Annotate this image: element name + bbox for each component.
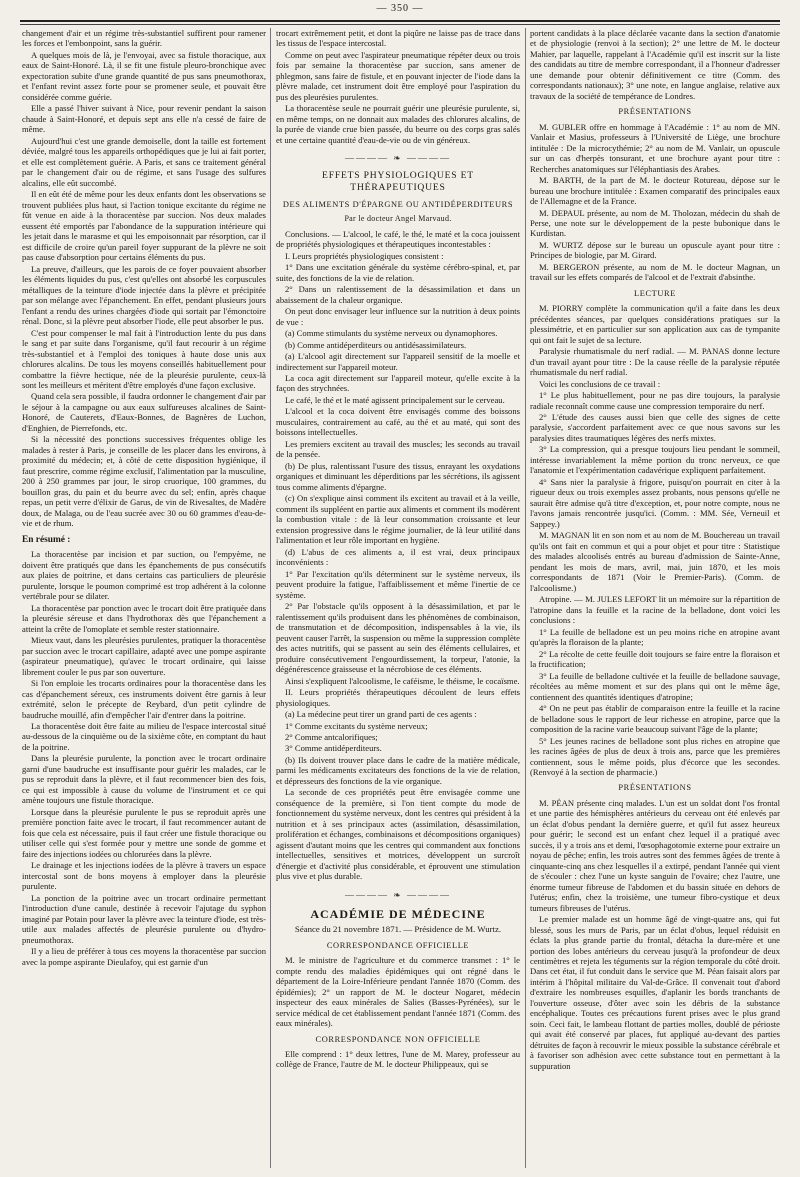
- paragraph: 5° Les jeunes racines de belladone sont plus riches en atropine que les racines âgées de plus de deux à trois ans, parce que les premières contiennent, sous le même poids, plus d'écorce que les secondes. (Renvoyé à la section de pharmacie.): [530, 735, 780, 777]
- column-3: [530, 28, 780, 1172]
- resume-paragraph: La thoracentèse doit être faite au milieu de l'espace intercostal situé au-dessous de la cinquième ou de la sixième côte, en comptant du haut de la poitrine.: [22, 720, 266, 752]
- resume-paragraph: Mieux vaut, dans les pleurésies purulentes, pratiquer la thoracentèse par succion avec le trocart capillaire, adapté avec une pompe aspirante (aspirateur pneumatique), qu'avec le trocart ordinaire, qui laisse librement couler le pus par son ouverture.: [22, 635, 266, 677]
- paragraph: M. PÉAN présente cinq malades. L'un est un soldat dont l'os frontal et une partie des hémisphères antérieurs du cerveau ont été enlevés par un éclat d'obus pendant la dernière guerre, et qu'il fut assez heureux pour guérir; le second est un enfant chez lequel il a pratiqué avec succès, il y a trois ans et demi, l'œsophagotomie externe pour extraire un noyau de pêche; enfin, les trois autres sont des femmes âgées de trente à cinquante-cinq ans chez lesquelles il a extirpé, pendant l'année qui vient de s'écouler : chez l'une un kyste sanguin de l'ovaire; chez l'autre, une énorme tumeur fibreuse de l'abdomen et du bassin située en dehors de l'utérus; enfin, chez la troisième, une tumeur fibro-cystique et deux tumeurs fibreuses de l'utérus.: [530, 797, 780, 913]
- paragraph: 1° Le plus habituellement, pour ne pas dire toujours, la paralysie radiale reconnaît comme cause une compression temporaire du nerf.: [530, 390, 780, 411]
- resume-paragraph: Lorsque dans la pleurésie purulente le pus se reproduit après une première ponction faite avec le trocart, il faut recommencer autant de fois que cela est nécessaire, puis il faut créer une fistule thoracique ou utiliser celle qui s'est formée pour y mettre une sonde de gomme et faire des injections iodées ou chlorurées dans la plèvre.: [22, 806, 266, 859]
- section-heading: CORRESPONDANCE OFFICIELLE: [326, 941, 470, 951]
- paragraph: M. GUBLER offre en hommage à l'Académie : 1° au nom de MN. Vanlair et Masius, professeurs à l'Université de Liège, une brochure intitulée : De la microcythémie; 2° au nom de M. Vanlair, un opuscule sur un cas d'herpès tonsurant, et une brochure ayant pour titre : Recherches anatomiques sur l'éléphantiasis des Arabes.: [530, 121, 780, 174]
- column-divider: [270, 28, 271, 1168]
- ornament-divider: ———— ❧ ————: [344, 153, 452, 164]
- section-subtitle: DES ALIMENTS D'ÉPARGNE OU ANTIDÉPERDITEURS: [282, 199, 514, 209]
- paragraph: M. BARTH, de la part de M. le docteur Rotureau, dépose sur le bureau une brochure intitulée : Examen comparatif des principales eaux de l'Allemagne et de la France.: [530, 175, 780, 207]
- resume-paragraph: La thoracentèse par ponction avec le trocart doit être pratiquée dans la pleurésie séreuse et dans l'hydrothorax dès que l'épanchement a atteint la crête de l'omoplate et semble rester stationnaire.: [22, 602, 266, 634]
- paragraph: M. le ministre de l'agriculture et du commerce transmet : 1° le compte rendu des maladies épidémiques qui ont régné dans le département de la Loire-Inférieure pendant l'année 1870 (Comm. des épidémies); 2° un rapport de M. le docteur Nogaret, médecin inspecteur des eaux minérales de Salies (Basses-Pyrénées), sur le service médical de cet établissement pendant l'année 1871 (Comm. des eaux minérales).: [276, 955, 520, 1029]
- paragraph: Comme on peut avec l'aspirateur pneumatique répéter deux ou trois fois par semaine la thoracentèse par succion, sans amener de phlegmon, sans faire de fistule, et en pouvant injecter de l'iode dans la plèvre malade, cet instrument doit être employé pour l'aspiration du pus des pleurésies purulentes.: [276, 49, 520, 102]
- column-2: [276, 28, 520, 1172]
- paragraph: Conclusions. — L'alcool, le café, le thé, le maté et la coca jouissent de propriétés physiologiques et thérapeutiques incontestables :: [276, 228, 520, 250]
- paragraph: (a) L'alcool agit directement sur l'appareil sensitif de la moelle et indirectement sur l'appareil moteur.: [276, 351, 520, 372]
- resume-paragraph: Dans la pleurésie purulente, la ponction avec le trocart ordinaire garni d'une baudruche est insuffisante pour guérir les malades, car le pus se reproduit dans la plèvre, et il faut recommencer bien des fois, ce qui est impossible à cause du volume de l'instrument et ce qui amène toujours une fistule thoracique.: [22, 753, 266, 806]
- resume-paragraph: Il y a lieu de préférer à tous ces moyens la thoracentèse par succion avec la pompe aspirante Dieulafoy, qui est garnie d'un: [22, 946, 266, 967]
- paragraph: (a) Comme stimulants du système nerveux ou dynamophores.: [285, 328, 498, 339]
- paragraph: Voici les conclusions de ce travail :: [539, 378, 661, 389]
- paragraph: La thoracentèse seule ne pourrait guérir une pleurésie purulente, si, en même temps, on ne donnait aux malades des chlorures alcalins, de la purée de viande crue bien passée, du beurre ou des corps gras salés et une certaine quantité d'eau-de-vie ou de vin généreux.: [276, 103, 520, 145]
- paragraph: 2° Dans un ralentissement de la désassimilation et dans un abaissement de la chaleur organique.: [276, 284, 520, 305]
- paragraph: Elle comprend : 1° deux lettres, l'une de M. Marey, professeur au collège de France, l'autre de M. le docteur Philippeaux, qui se: [276, 1048, 520, 1070]
- paragraph: Ainsi s'expliquent l'alcoolisme, le caféisme, le théisme, le cocaïsme.: [285, 675, 520, 686]
- paragraph: 1° Comme excitants du système nerveux;: [285, 720, 428, 731]
- paragraph: On peut donc envisager leur influence sur la nutrition à deux points de vue :: [276, 306, 520, 327]
- column-1: [22, 28, 266, 1172]
- paragraph: 1° Dans une excitation générale du système cérébro-spinal, et, par suite, des fonctions de la vie de relation.: [276, 262, 520, 283]
- resume-paragraph: Le drainage et les injections iodées de la plèvre à travers un espace intercostal sont de bons moyens à employer dans la pleurésie purulente.: [22, 860, 266, 892]
- paragraph: M. WURTZ dépose sur le bureau un opuscule ayant pour titre : Principes de biologie, par M. Girard.: [530, 239, 780, 261]
- paragraph: (d) L'abus de ces aliments a, il est vrai, deux principaux inconvénients :: [276, 546, 520, 568]
- paragraph: 3° La feuille de belladone cultivée et la feuille de belladone sauvage, récoltées au même moment et sur des plans qui ont le même âge, contiennent des quantités identiques d'atropine;: [530, 670, 780, 702]
- paragraph: M. MAGNAN lit en son nom et au nom de M. Bouchereau un travail qu'ils ont fait en commun et qui a pour objet et pour titre : Statistique des malades alcoolisés entrés au bureau d'admission de Sainte-Anne, pendant les mois de mars, avril, mai, juin 1870, et les mois correspondants de 1871 (Voir le Premier-Paris). (Comm. de l'alcoolisme.): [530, 530, 780, 593]
- seance-line: Séance du 21 novembre 1871. — Présidence de M. Wurtz.: [294, 924, 502, 935]
- paragraph: Si la nécessité des ponctions successives fréquentes oblige les malades à rester à Paris, je conseille de les placer dans les environs, à proximité du médecin; et, à côté de cette disposition hygiénique, il faut prescrire, comme régime exclusif, l'alimentation par la musculine, 200 à 250 grammes par jour, le sirop cruorique, 100 grammes, du bouillon gras, du pain et du beurre avec du sel; enfin, après chaque repas, un petit verre d'élixir de Garus, de vin de Rivesaltes, de Madère doux, de Malaga, ou de l'eau sucrée avec 30 ou 60 grammes d'eau-de-vie et de rhum.: [22, 434, 266, 529]
- paragraph: 1° Par l'excitation qu'ils déterminent sur le système nerveux, ils peuvent produire la fatigue, l'affaiblissement et même l'inertie de ce système.: [276, 568, 520, 600]
- page-number: — 350 —: [376, 3, 424, 14]
- paragraph: C'est pour compenser le mal fait à l'introduction lente du pus dans le sang et par suite dans l'organisme, qu'il faut recourir à un régime très-substantiel et à l'emploi des toniques à haute dose unis aux chlorures alcalins. De tous les moyens conseillés habituellement pour combattre la fièvre hectique, née de la pleurésie purulente, ceux-là sont les meilleurs et méritent d'être employés d'une façon exclusive.: [22, 327, 266, 390]
- paragraph: Le premier malade est un homme âgé de vingt-quatre ans, qui fut blessé, sous les murs de Paris, par un éclat d'obus, lequel réduisit en éclats la plus grande partie du frontal, détacha la dure-mère et une portion des lobes antérieurs du cerveau jusqu'à la profondeur de deux centimètres et rejeta les téguments sur la région temporale du côté droit. Dans cet état, il fut conduit dans le service que M. Péan faisait alors par intérim à l'hôpital militaire du Val-de-Grâce. Il convenait tout d'abord d'extraire les nombreuses esquilles, d'aplanir les bords tranchants de l'ouverture osseuse, d'ôter avec soin les débris de la substance encéphalique. Toutes ces précautions furent prises avec le plus grand soin. Ceci fait, le lambeau flottant de parties molles, doublé de périoste qui avait été conservé par places, fut appliqué au-devant des parties détruites de façon à recouvrir le mieux possible la substance cérébrale et à favoriser son adhésion avec cette substance tout en permettant à la suppuration: [530, 914, 780, 1071]
- header-rule-thin: [20, 24, 780, 25]
- paragraph: 2° Comme antcalorifiques;: [285, 731, 378, 742]
- paragraph: M. PIORRY complète la communication qu'il a faite dans les deux précédentes séances, par quelques considérations pratiques sur la plessimétrie, et en particulier sur son application aux cas de tympanite qui ont fait le sujet de sa lecture.: [530, 303, 780, 345]
- paragraph: (b) Comme antidéperditeurs ou antidésassimilateurs.: [285, 339, 467, 350]
- paragraph: 3° La compression, qui a presque toujours lieu pendant le sommeil, intéresse invariablement la même portion du tronc nerveux, ce que l'anatomie et l'expérimentation cadavérique expliquent parfaitement.: [530, 444, 780, 476]
- paragraph: L'alcool et la coca doivent être envisagés comme des boissons musculaires, contrairement au café, au thé et au maté, qui sont des boissons intellectuelles.: [276, 406, 520, 438]
- paragraph: M. DEPAUL présente, au nom de M. Tholozan, médecin du shah de Perse, une note sur le développement de la peste bubonique dans le Kurdistan.: [530, 207, 780, 239]
- paragraph: M. BERGERON présente, au nom de M. le docteur Magnan, un travail sur les effets comparés de l'alcool et de l'extrait d'absinthe.: [530, 261, 780, 283]
- section-heading: LECTURE: [634, 288, 676, 298]
- paragraph: Elle a passé l'hiver suivant à Nice, pour revenir pendant la saison chaude à Saint-Honoré, et depuis sept ans elle n'a cessé de faire de même.: [22, 103, 266, 135]
- column-divider: [525, 28, 526, 1168]
- paragraph: 2° La récolte de cette feuille doit toujours se faire entre la floraison et la fructification;: [530, 648, 780, 670]
- paragraph: A quelques mois de là, je l'envoyai, avec sa fistule thoracique, aux eaux de Saint-Honoré. Là, il se fit une fistule pleuro-bronchique avec expectoration subite d'une grande quantité de pus sans pneumothorax, et l'enfant revint assez forte pour se promener seule, et pouvait être considérée comme guérie.: [22, 49, 266, 102]
- academy-title: ACADÉMIE DE MÉDECINE: [310, 906, 486, 921]
- paragraph: 4° Sans nier la paralysie à frigore, puisqu'on pourrait en citer à la rigueur deux ou trois exemples assez probants, nous pensons qu'elle ne saurait être admise qu'à titre d'exception, et, pour notre compte, nous ne l'avons jamais rencontrée jusqu'ici. (Comm. : MM. Sée, Verneuil et Sappey.): [530, 476, 780, 529]
- section-title: EFFETS PHYSIOLOGIQUES ET THÉRAPEUTIQUES: [322, 170, 474, 193]
- paragraph: (b) De plus, ralentissant l'usure des tissus, enrayant les oxydations organiques et diminuant les déperditions par les sécrétions, ils agissent tous comme aliments d'épargne.: [276, 460, 520, 492]
- resume-paragraph: Si l'on emploie les trocarts ordinaires pour la thoracentèse dans les cas d'épanchement séreux, ces instruments doivent être garnis à leur extrémité, selon le précepte de Reybard, d'un petit cylindre de baudruche mouillé, afin d'empêcher l'air d'entrer dans la poitrine.: [22, 678, 266, 720]
- paragraph: 3° Comme antidéperditeurs.: [285, 743, 382, 754]
- paragraph: La coca agit directement sur l'appareil moteur, qu'elle excite à la façon des strychnées.: [276, 373, 520, 394]
- paragraph: Atropine. — M. JULES LEFORT lit un mémoire sur la répartition de l'atropine dans la feuille et la racine de la belladone, dont voici les conclusions :: [530, 594, 780, 626]
- paragraph: (a) La médecine peut tirer un grand parti de ces agents :: [285, 709, 477, 720]
- paragraph: La seconde de ces propriétés peut être envisagée comme une conséquence de la première, si l'on tient compte du mode de fonctionnement du système nerveux, dont les centres qui président à la nutrition et à ses principaux actes (assimilation, désassimilation, prolifération et échanges, combinaisons et décompositions organiques) agissent d'autant moins que les centres qui commandent aux fonctions intellectuelles, sensitives et motrices, développent un surcroît d'énergie et d'activité plus considérable, et éprouvent une stimulation plus vive et plus durable.: [276, 787, 520, 882]
- paragraph: Paralysie rhumatismale du nerf radial. — M. PANAS donne lecture d'un travail ayant pour titre : De la cause réelle de la paralysie réputée rhumatismale du nerf radial.: [530, 346, 780, 378]
- resume-paragraph: La ponction de la poitrine avec un trocart ordinaire permettant l'introduction d'une canule, destinée à recevoir l'ajutage du syphon imaginé par Potain pour laver la plèvre avec la teinture d'iode, est très-utile aux malades affectés de pleurésie purulente ou d'hydro-pneumothorax.: [22, 892, 266, 945]
- paragraph: 2° Par l'obstacle qu'ils opposent à la désassimilation, et par le ralentissement qu'ils produisent dans les phénomènes de combinaison, de transmutation et de décomposition, indispensables à la vie, ils peuvent causer l'arrêt, la suspension ou même la suppression complète des actes nutritifs, qui se passent au sein des éléments cellulaires, et produire consécutivement l'engourdissement, la torpeur, l'atonie, la dégénérescence graisseuse et la nécrobiose de ces éléments.: [276, 601, 520, 675]
- paragraph: Aujourd'hui c'est une grande demoiselle, dont la taille est fortement déviée, malgré tous les appareils orthopédiques que je lui ai fait porter, et elle est complètement guérie. A Paris, et sans ce traitement général par le changement d'air ou de régime, et sans l'usage des sulfures alcalins, elle eût succombé.: [22, 135, 266, 188]
- paragraph: La preuve, d'ailleurs, que les parois de ce foyer pouvaient absorber les éléments liquides du pus, c'est qu'elles ont absorbé les corpuscules métalliques de la teinture d'iode injectée dans la plèvre et précipitée par son mélange avec l'épanchement. En effet, pendant plusieurs jours l'enfant a rendu des urines chargées d'iode qui sortait par l'émonctoire rénal. Donc, si la plèvre peut absorber l'iode, elle peut absorber le pus.: [22, 263, 266, 327]
- ornament-divider: ———— ❧ ————: [344, 889, 452, 900]
- section-heading: PRÉSENTATIONS: [618, 783, 692, 793]
- resume-heading: En résumé :: [22, 534, 71, 545]
- paragraph: changement d'air et un régime très-substantiel suffirent pour ramener les forces et l'embonpoint, sans la guérir.: [22, 28, 266, 49]
- paragraph: (c) On s'explique ainsi comment ils excitent au travail et à la veille, comment ils suppléent en partie aux aliments et comment ils modèrent la combustion vitale : de là leur consommation croissante et leur extension progressive dans le régime journalier, de là leur utilité dans l'alimentation et leur rôle important en hygiène.: [276, 493, 520, 546]
- paragraph: trocart extrêmement petit, et dont la piqûre ne laisse pas de trace dans les tissus de l'espace intercostal.: [276, 28, 520, 49]
- paragraph: Il en eût été de même pour les deux enfants dont les observations se trouvent publiées plus haut, si l'action tonique excitante du régime ne fût venue en aide à la thoracentèse par succion. Nos deux malades eussent été emportés par l'abondance de la suppuration intérieure qui les jetait dans le marasme et qui les empoisonnait par résorption, car il est difficile de croire qu'un pareil foyer suppurant de la plèvre ne soit pas cause d'absorption pour certains éléments du pus.: [22, 189, 266, 263]
- section-heading: CORRESPONDANCE NON OFFICIELLE: [315, 1034, 481, 1044]
- paragraph: portent candidats à la place déclarée vacante dans la section d'anatomie et de physiologie (renvoi à la section); 2° une lettre de M. le docteur Mahier, par laquelle, rappelant à l'Académie qu'il est inscrit sur la liste des candidats au titre de membre correspondant, il a l'honneur d'adresser une demande pour obtenir définitivement ce titre (Comm. des correspondants nationaux); 3° une note, en langue anglaise, relative aux travaux de la société de tempérance de Londres.: [530, 28, 780, 101]
- paragraph: 4° On ne peut pas établir de comparaison entre la feuille et la racine de belladone sous le rapport de leur richesse en atropine, parce que la composition de la racine varie beaucoup suivant l'âge de la plante;: [530, 703, 780, 735]
- section-heading: PRÉSENTATIONS: [618, 107, 692, 117]
- header-rule: [20, 20, 780, 22]
- paragraph: I. Leurs propriétés physiologiques consistent :: [285, 250, 444, 261]
- paragraph: (b) Ils doivent trouver place dans le cadre de la matière médicale, parmi les médicaments excitateurs des fonctions de la vie de relation, et dépresseurs des fonctions de la vie organique.: [276, 754, 520, 786]
- byline: Par le docteur Angel Marvaud.: [344, 213, 452, 223]
- paragraph: Quand cela sera possible, il faudra ordonner le changement d'air par le séjour à la campagne ou aux eaux sulfureuses alcalines de Saint-Honoré, de Cauterets, d'Eaux-Bonnes, de Bagnères de Luchon, d'Enghien, de Pierrefonds, etc.: [22, 391, 266, 433]
- paragraph: Les premiers excitent au travail des muscles; les seconds au travail de la pensée.: [276, 438, 520, 460]
- resume-paragraph: La thoracentèse par incision et par suction, ou l'empyème, ne doivent être pratiqués que dans les épanchements de pus consécutifs aux plaies de poitrine, et dans certains cas particuliers de pleurésie purulente, lorsque le poumon comprimé est trop adhérent à la colonne vertébrale pour se dilater.: [22, 549, 266, 602]
- paragraph: Le café, le thé et le maté agissent principalement sur le cerveau.: [285, 394, 505, 405]
- paragraph: 1° La feuille de belladone est un peu moins riche en atropine avant qu'après la floraison de la plante;: [530, 626, 780, 648]
- paragraph: 2° L'étude des causes aussi bien que celle des signes de cette paralysie, s'accordent parfaitement avec ce que nous savons sur les paralysies dites traumatiques légères des nerfs mixtes.: [530, 412, 780, 443]
- paragraph: II. Leurs propriétés thérapeutiques découlent de leurs effets physiologiques.: [276, 687, 520, 708]
